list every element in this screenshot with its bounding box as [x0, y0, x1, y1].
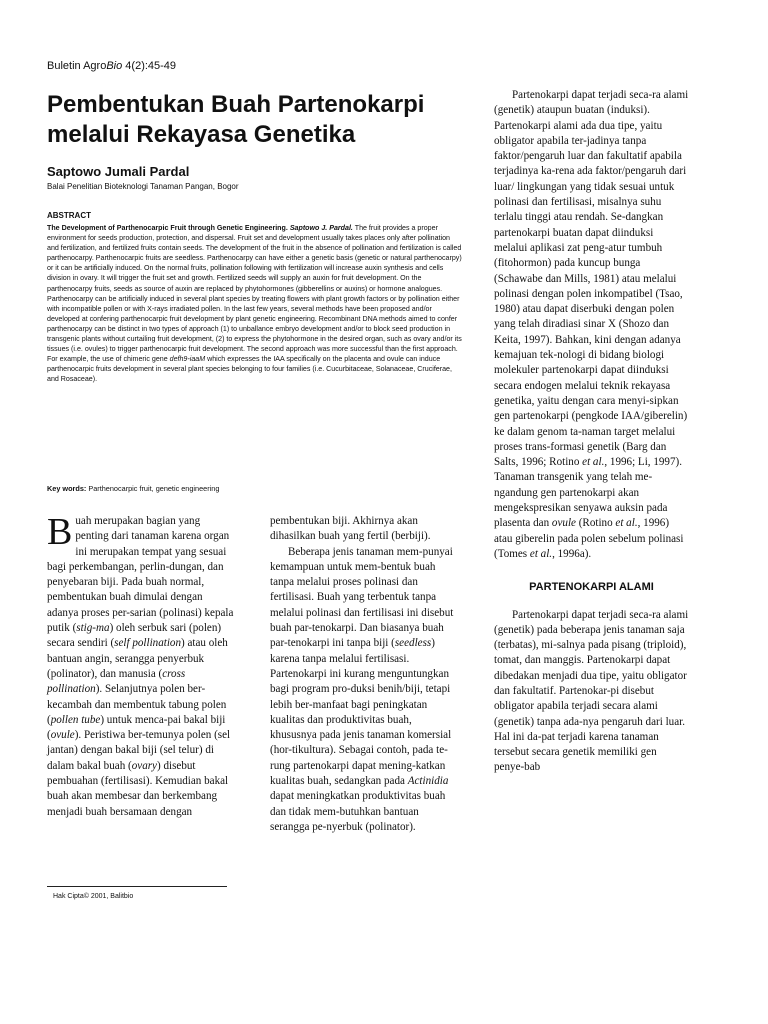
abstract-body [47, 223, 462, 385]
author-name: Saptowo Jumali Pardal [47, 164, 190, 179]
keywords [47, 484, 462, 493]
abstract-heading: ABSTRACT [47, 211, 91, 220]
col1-paragraph: Buah merupakan bagian yang penting dari tanaman karena organ ini merupakan tempat yang sesuai bagi perkembangan, perlin-dungan, dan penyebaran biji. Pada buah normal, pembentukan buah dimulai dengan adanya proses per-sarian (polinasi) kepala putik (stig-ma) oleh serbuk sari (polen) secara sendiri (self pollination) atau oleh bantuan angin, serangga penyerbuk (polinator), dan manusia (cross pollination). Selanjutnya polen ber-kecambah dan membentuk tabung polen (pollen tube) untuk menca-pai bakal biji (ovule). Peristiwa ber-temunya polen (sel jantan) dengan bakal biji (sel telur) di dalam bakal buah (ovary) disebut pembuahan (fertilisasi). Kemudian bakal buah akan membesar dan berkembang menjadi buah bersamaan dengan [47, 511, 234, 818]
col3-paragraph-1: Partenokarpi dapat terjadi seca-ra alami (genetik) ataupun buatan (induksi). Partenokarpi alami ada dua tipe, yaitu obligator apabila ter-jadinya tanpa faktor/pengaruh luar dan fakultatif apabila terjadinya ka-rena ada faktor/pengaruh dari luar/ lingkungan yang tidak sesuai untuk polinasi dan fertilisasi, misalnya suhu terlalu tinggi atau rendah. Se-dangkan partenokarpi buatan dapat diinduksi melalui aplikasi zat peng-atur tumbuh (fitohormon) pada kuncup bunga (Schawabe dan Mills, 1981) atau melalui polinasi dengan polen inkompatibel (Tsao, 1980) atau dapat diserbuki dengan polen yang telah diradiasi sinar X (Shozo dan Keita, 1997). Bahkan, kini dengan adanya kemajuan tek-nologi di bidang biologi molekuler partenokarpi dapat diinduksi secara endogen melalui teknik rekayasa genetika, yaitu dengan cara menyi-sipkan gen partenokarpi (pengkode IAA/giberelin) ke dalam genom ta-naman target melalui proses trans-formasi genetik (Barg dan Salts, 1996; Rotino et al., 1996; Li, 1997). Tanaman transgenik yang telah me-ngandung gen partenokarpi akan mengekspresikan senyawa auksin pada plasenta dan ovule (Rotino et al., 1996) atau giberelin pada polen sebelum polinasi (Tomes et al., 1996a). [494, 89, 689, 560]
col2-paragraph-2: Beberapa jenis tanaman mem-punyai kemampuan untuk mem-bentuk buah tanpa melalui proses polinasi dan fertilisasi. Buah yang terbentuk tanpa melalui polinasi dan fertilisasi ini disebut buah par-tenokarpi. Dan biasanya buah par-tenokarpi ini tanpa biji (seedless) karena tanpa melalui fertilisasi. Partenokarpi ini kurang menguntungkan bagi program pro-duksi benih/biji, tetapi lebih ber-manfaat bagi peningkatan kualitas dan produktivitas buah, khususnya pada jenis tanaman komersial (hor-tikultura). Sebagai contoh, pada te-rung partenokarpi dapat mening-katkan kualitas buah, sedangkan pada Actinidia dapat meningkatkan produktivitas buah dan tidak mem-butuhkan bantuan serangga pe-nyerbuk (polinator). [270, 545, 454, 833]
keywords-label: Key words: [47, 484, 87, 493]
abstract-lead: The Development of Parthenocarpic Fruit through Genetic Engineering. Saptowo J. Pardal. [47, 224, 353, 232]
keywords-text: Parthenocarpic fruit, genetic engineering [86, 484, 220, 493]
paper-title: Pembentukan Buah Partenokarpi melalui Rekayasa Genetika [47, 91, 425, 148]
drop-cap: B [47, 511, 73, 553]
abstract-author: Saptowo J. Pardal. [289, 224, 353, 232]
journal-citation [47, 60, 176, 72]
journal-issue: 4(2):45-49 [122, 60, 177, 72]
abstract-text-1: The fruit provides a proper environment for seeds production, protection, and dispersal. Fruit set and development usually takes places only after pollination and fertilization, and fertilized fruits contain seeds. The development of the fruit in the absence of pollination and fertilization is called parthenocarpy. Parthenocarpic fruits are seedless. Parthenocarpy can have either a genetic basis (genetic or natural parthenocarpy) or it can be artificially induced. On the normal fruits, pollination following with fertilization will increase auxin synthesis and cells division in ovary. It will trigger the fruit set and growth. Fertilized seeds will supply an auxin for fruit development. On the parthenocarpy fruits, seeds as source of auxin are replaced by phytohormones (gibberellins or auxins) or hormone analogues. Parthenocarpy can be artificially induced in several plant species by treating flowers with plant growth factors or by pollination either with incompatible pollen or with X-rays irradiated pollen. In the last few years, several methods have been proposed and/or developed at confering parthenocarpic fruit development by plant genetic engineering. Recombinant DNA methods aimed to confer parthenocarpy can be distinct in two types of approach (1) to unballance embryo development and/or to block seed production in transgenic plants without curtailing fruit development, (2) to express the phytohormone in the desired organ, such as ovary and/or its tissues (i.e. ovules) to trigger parthenocarpic fruit development. The second approach was more successful than the first approach. For example, the use of chimeric gene [47, 224, 462, 364]
abstract-text-2: which expresses the IAA specifically on the placenta and ovule can induce parthenocarpic fruits development in several plant species belonging to four families (i.e. Cucurbitaceae, Solanaceae, Cruciferae, and Rosaceae). [47, 355, 452, 384]
col2-paragraph-1: pembentukan biji. Akhirnya akan dihasilkan buah yang fertil (berbiji). [270, 515, 431, 543]
copyright-note: Hak Cipta© 2001, Balitbio [53, 893, 134, 900]
col3-paragraph-2: Partenokarpi dapat terjadi seca-ra alami (genetik) pada beberapa jenis tanaman saja (terbatas), mi-salnya pada pisang (triploid), tomat, dan manggis. Partenokarpi dapat dibedakan menjadi dua tipe, yaitu obligator dan fakultatif. Partenokar-pi disebut obligator apabila terjadi secara alami (genetik) tanpa ada-nya pengaruh dari luar. Hal ini da-pat terjadi karena tanaman tersebut secara genetik memiliki gen penye-bab [494, 608, 689, 774]
abstract-gene: defh9-iaaM [169, 355, 206, 364]
journal-italic: Bio [106, 60, 123, 72]
body-column-2 [270, 514, 460, 835]
body-column-1 [47, 511, 234, 820]
journal-prefix: Buletin Agro [47, 60, 107, 72]
section-heading: PARTENOKARPI ALAMI [529, 581, 654, 594]
footnote-rule [47, 886, 227, 887]
author-affiliation: Balai Penelitian Bioteknologi Tanaman Pangan, Bogor [47, 182, 239, 191]
body-column-3 [494, 88, 689, 776]
